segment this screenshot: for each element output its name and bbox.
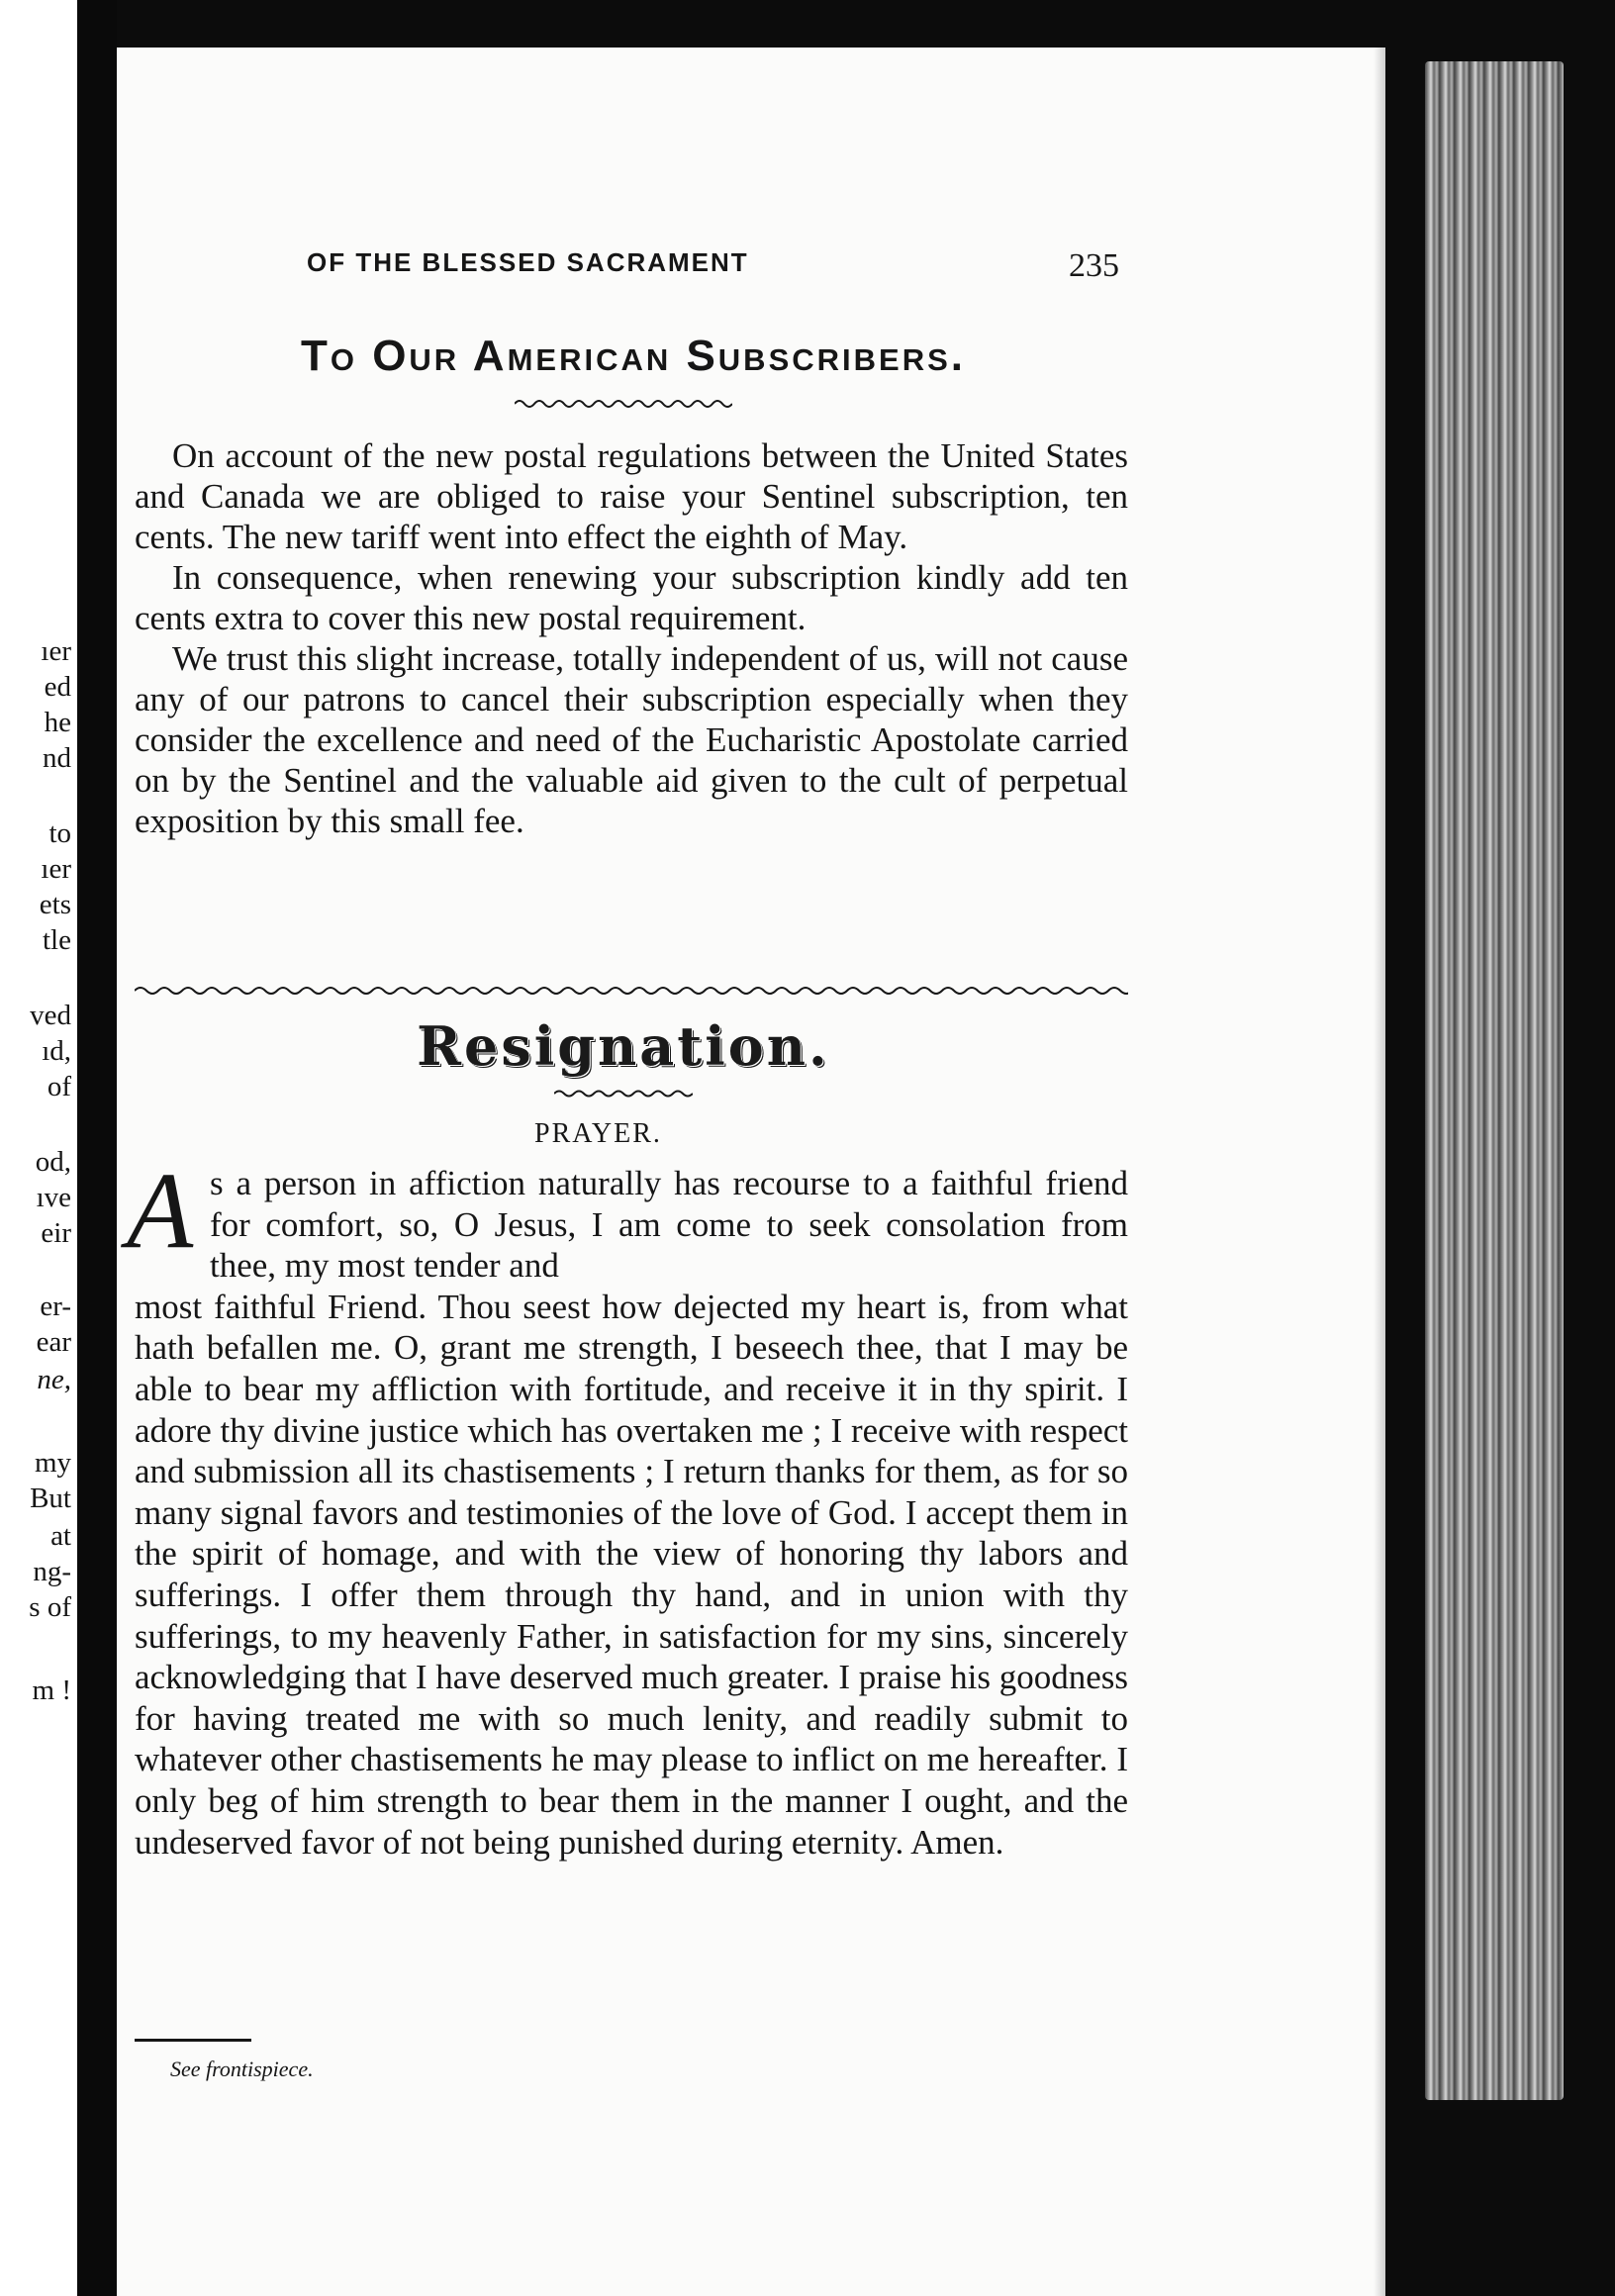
facing-fragment: But — [30, 1483, 71, 1514]
facing-fragment: my — [34, 1447, 71, 1479]
facing-fragment: ets — [39, 889, 71, 920]
footnote: See frontispiece. — [170, 2057, 314, 2081]
drop-cap: A — [127, 1150, 194, 1271]
facing-fragment: ng- — [33, 1556, 71, 1587]
section-divider-rule — [135, 983, 1128, 999]
facing-fragment: ıd, — [42, 1035, 71, 1067]
prayer-lead-block — [135, 1163, 1128, 1287]
facing-fragment: er- — [40, 1291, 71, 1322]
scan-margin — [0, 0, 77, 40]
book-gutter — [77, 0, 117, 2296]
footnote-rule — [135, 2039, 251, 2042]
facing-fragment: ved — [30, 1000, 71, 1031]
title-ornament-rule — [554, 1087, 693, 1100]
resignation-title: Resignation. — [417, 1014, 830, 1078]
prayer-body — [135, 1163, 1128, 1863]
notice-paragraph: We trust this slight increase, totally independent of us, will not cause any of our patrons to cancel their subscription especially when they consider the excellence and need of the Eucharistic Apostolate carried on by the Sentinel and the valuable aid given to the cult of perpetual exposition by this small fee. — [135, 639, 1128, 840]
notice-paragraph: In consequence, when renewing your subscription kindly add ten cents extra to cover this new postal requirement. — [135, 558, 1128, 637]
facing-fragment: of — [47, 1071, 71, 1102]
facing-fragment: nd — [43, 742, 71, 774]
facing-fragment: m ! — [32, 1674, 71, 1706]
facing-fragment: tle — [43, 924, 71, 956]
notice-paragraph: On account of the new postal regulations between the United States and Canada we are obliged to raise your Sentinel subscription, ten cents. The new tariff went into effect the eighth of May. — [135, 436, 1128, 556]
prayer-text: most faithful Friend. Thou seest how dejected my heart is, from what hath befallen me. O, grant me strength, I beseech thee, that I may be able to bear my affliction with fortitude, and receive it in thy spirit. I adore thy divine justice which has overtaken me ; I receive with respect and submission all its chastisements ; I return thanks for them, as for so many signal favors and testimonies of the love of God. I accept them in the spirit of homage, and with the view of honoring thy labors and sufferings. I offer them through thy hand, and in union with thy sufferings, to my heavenly Father, in satisfaction for my sins, sincerely acknowledging that I have deserved much greater. I praise his goodness for having treated me with so much lenity, and readily submit to whatever other chastisements he may please to inflict on me hereafter. I only beg of him strength to bear them in the manner I ought, and the undeserved favor of not being punished during eternity. Amen. — [135, 1287, 1128, 1862]
facing-fragment: ıer — [41, 635, 71, 667]
page-number: 235 — [1069, 247, 1119, 284]
facing-fragment: od, — [35, 1146, 71, 1178]
facing-fragment: to — [48, 817, 71, 849]
facing-fragment: eir — [41, 1217, 71, 1249]
facing-fragment: at — [50, 1520, 71, 1552]
notice-body — [135, 435, 1128, 841]
book-page-edges — [1425, 61, 1564, 2100]
facing-fragment: ne, — [37, 1364, 71, 1395]
title-ornament-rule — [515, 396, 732, 412]
notice-title: To Our American Subscribers. — [300, 332, 966, 380]
facing-fragment: ıer — [41, 853, 71, 885]
prayer-lead: s a person in affiction naturally has recourse to a faithful friend for comfort, so, O Jesus, I am come to seek consolation from thee, my most tender and — [210, 1164, 1128, 1286]
facing-fragment: he — [44, 707, 71, 738]
facing-fragment: ear — [36, 1326, 71, 1358]
facing-fragment: ıve — [36, 1182, 71, 1213]
facing-page-fragments — [0, 633, 77, 2019]
facing-fragment: ed — [44, 671, 71, 703]
running-head: OF THE BLESSED SACRAMENT — [307, 247, 749, 277]
prayer-label: PRAYER. — [534, 1118, 662, 1149]
facing-fragment: s of — [29, 1591, 71, 1623]
page-edge-shadow — [1374, 48, 1385, 2296]
